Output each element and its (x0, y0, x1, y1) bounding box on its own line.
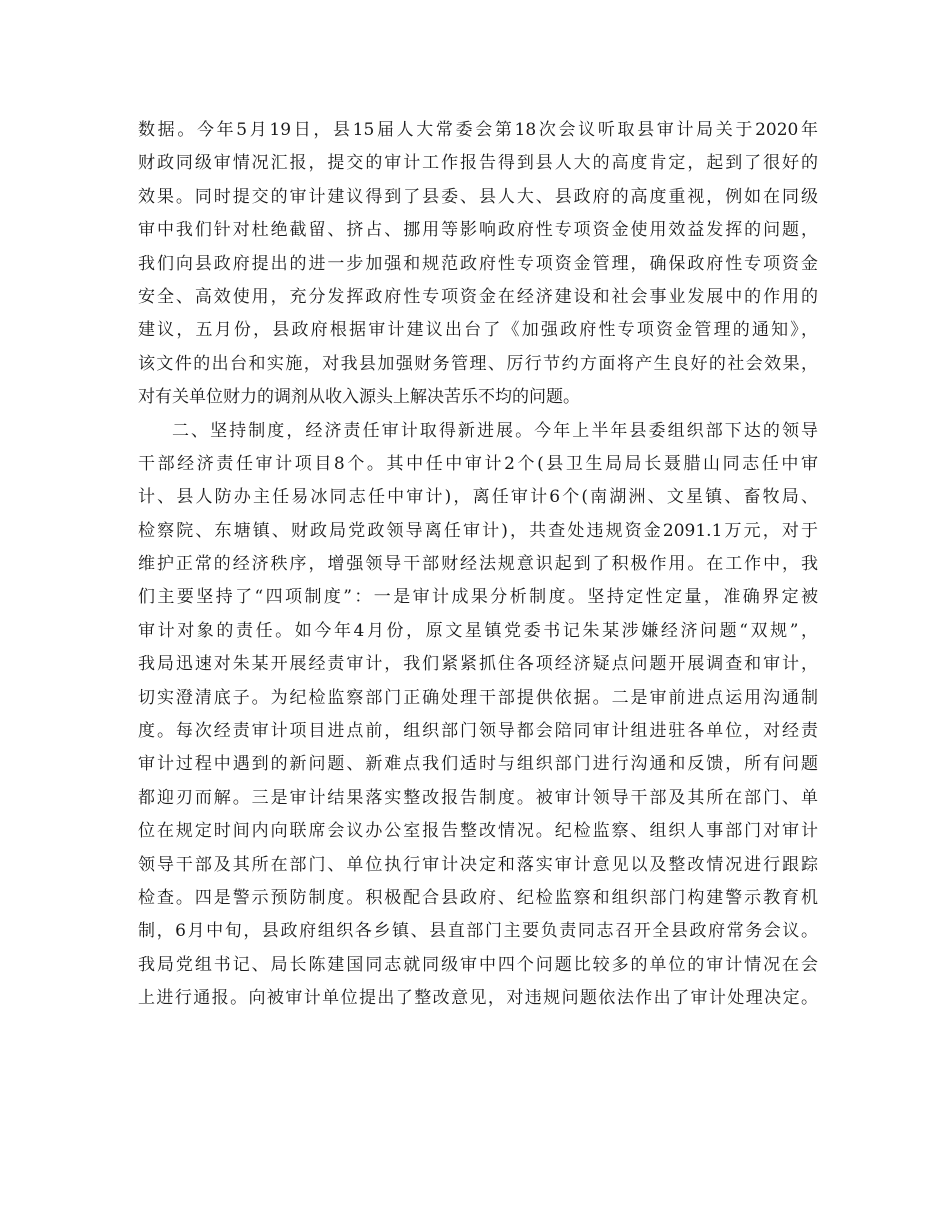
text-line: 领导干部及其所在部门、单位执行审计决定和落实审计意见以及整改情况进行跟踪 (138, 854, 818, 875)
text-line: 检查。四是警示预防制度。积极配合县政府、纪检监察和组织部门构建警示教育机 (138, 887, 818, 908)
text-line: 效果。同时提交的审计建议得到了县委、县人大、县政府的高度重视，例如在同级 (138, 186, 818, 207)
text-line: 二、坚持制度，经济责任审计取得新进展。今年上半年县委组织部下达的领导 (172, 420, 818, 441)
text-line: 审中我们针对杜绝截留、挤占、挪用等影响政府性专项资金使用效益发挥的问题， (138, 220, 818, 241)
text-line: 切实澄清底子。为纪检监察部门正确处理干部提供依据。二是审前进点运用沟通制 (138, 687, 818, 708)
text-line: 对有关单位财力的调剂从收入源头上解决苦乐不均的问题。 (138, 387, 580, 408)
text-line: 检察院、东塘镇、财政局党政领导离任审计)，共查处违规资金2091.1万元，对于 (138, 520, 818, 541)
text-line: 该文件的出台和实施，对我县加强财务管理、厉行节约方面将产生良好的社会效果， (138, 353, 818, 374)
text-line: 们主要坚持了“四项制度”：一是审计成果分析制度。坚持定性定量，准确界定被 (138, 587, 818, 608)
text-line: 审计过程中遇到的新问题、新难点我们适时与组织部门进行沟通和反馈，所有问题 (138, 754, 818, 775)
text-line: 度。每次经责审计项目进点前，组织部门领导都会陪同审计组进驻各单位，对经责 (138, 721, 818, 742)
text-line: 位在规定时间内向联席会议办公室报告整改情况。纪检监察、组织人事部门对审计 (138, 821, 818, 842)
text-line: 财政同级审情况汇报，提交的审计工作报告得到县人大的高度肯定，起到了很好的 (138, 153, 818, 174)
text-line: 制，6月中旬，县政府组织各乡镇、县直部门主要负责同志召开全县政府常务会议。 (138, 921, 818, 942)
text-line: 都迎刃而解。三是审计结果落实整改报告制度。被审计领导干部及其所在部门、单 (138, 787, 818, 808)
text-line: 数据。今年5月19日，县15届人大常委会第18次会议听取县审计局关于2020年 (138, 120, 818, 140)
text-line: 上进行通报。向被审计单位提出了整改意见，对违规问题依法作出了审计处理决定。 (138, 988, 818, 1009)
paragraph-2 (138, 415, 818, 1016)
text-line: 建议，五月份，县政府根据审计建议出台了《加强政府性专项资金管理的通知》， (138, 320, 818, 341)
text-line: 我局迅速对朱某开展经责审计，我们紧紧抓住各项经济疑点问题开展调查和审计， (138, 654, 818, 675)
text-line: 干部经济责任审计项目8个。其中任中审计2个(县卫生局局长聂腊山同志任中审 (138, 453, 818, 474)
text-line: 维护正常的经济秩序，增强领导干部财经法规意识起到了积极作用。在工作中，我 (138, 554, 818, 575)
document-body (138, 114, 818, 1016)
text-line: 安全、高效使用，充分发挥政府性专项资金在经济建设和社会事业发展中的作用的 (138, 286, 818, 307)
text-line: 我局党组书记、局长陈建国同志就同级审中四个问题比较多的单位的审计情况在会 (138, 954, 818, 975)
text-line: 计、县人防办主任易冰同志任中审计)，离任审计6个(南湖洲、文星镇、畜牧局、 (138, 487, 818, 508)
paragraph-1 (138, 114, 818, 415)
text-line: 审计对象的责任。如今年4月份，原文星镇党委书记朱某涉嫌经济问题“双规”， (138, 620, 818, 641)
text-line: 我们向县政府提出的进一步加强和规范政府性专项资金管理，确保政府性专项资金 (138, 253, 818, 274)
